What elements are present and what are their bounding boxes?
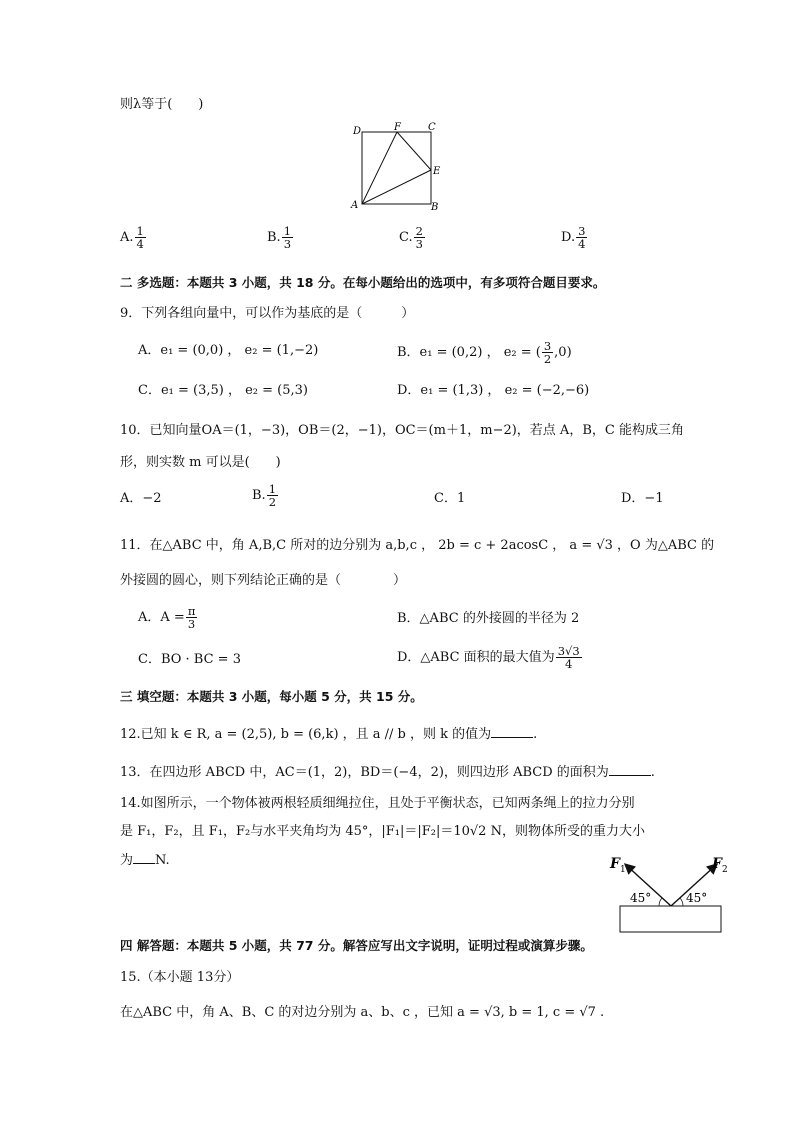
question-9-stem: 9．下列各组向量中，可以作为基底的是（ ） xyxy=(120,306,415,321)
label-f: F xyxy=(394,122,401,133)
question-15-stem: 在△ABC 中，角 A、B、C 的对边分别为 a、b、c ，已知 a = √3, b = 1, c = √7 . xyxy=(120,1005,605,1020)
q10-option-d[interactable]: D．−1 xyxy=(621,491,664,506)
q10-option-b[interactable]: B. $\frac{1}{2}$ xyxy=(252,482,277,510)
question-10-stem-line2: 形，则实数 m 可以是( ) xyxy=(120,455,281,470)
q8-option-c[interactable]: C. $\frac{2}{3}$ xyxy=(399,224,423,252)
f2-label: $F_2$ xyxy=(712,856,728,875)
question-8-tail: 则λ等于( ) xyxy=(120,97,204,112)
q9-option-a[interactable]: A．e₁ = (0,0) ， e₂ = (1,−2) xyxy=(138,343,319,358)
label-a: A xyxy=(351,200,359,211)
angle-left-label: 45° xyxy=(630,891,652,905)
label-c: C xyxy=(428,122,436,133)
label-e: E xyxy=(433,166,441,177)
q10-option-a[interactable]: A．−2 xyxy=(120,491,162,506)
q14-answer-blank[interactable] xyxy=(133,851,155,864)
question-14-line1: 14.如图所示，一个物体被两根轻质细绳拉住，且处于平衡状态，已知两条绳上的拉力分别 xyxy=(120,796,635,811)
q8-option-b[interactable]: B. $\frac{1}{3}$ xyxy=(267,224,292,252)
q11-option-d[interactable]: D．△ABC 面积的最大值为 $\frac{3√3}{4}$ xyxy=(397,644,580,672)
q8-option-d[interactable]: D. $\frac{3}{4}$ xyxy=(561,224,586,252)
q8-option-a[interactable]: A. $\frac{1}{4}$ xyxy=(120,224,144,252)
question-13: 13．在四边形 ABCD 中，AC＝(1，2)，BD＝(−4，2)，则四边形 ABCD 的面积为 . xyxy=(120,765,655,780)
section-4-heading: 四 解答题：本题共 5 小题，共 77 分。解答应写出文字说明，证明过程或演算步骤。 xyxy=(120,938,593,953)
q9-option-d[interactable]: D．e₁ = (1,3) ， e₂ = (−2,−6) xyxy=(397,383,590,398)
f1-label: $F_1$ xyxy=(610,856,626,875)
question-12: 12.已知 k ∈ R, a = (2,5), b = (6,k) ，且 a // b ，则 k 的值为 . xyxy=(120,727,538,742)
q12-answer-blank[interactable] xyxy=(491,725,533,738)
question-14-line3: 为 N. xyxy=(120,853,170,868)
square-figure xyxy=(348,120,448,215)
question-10-stem-line1: 10．已知向量OA＝(1，−3)，OB＝(2，−1)，OC＝(m＋1，m−2)，若点 A，B，C 能构成三角 xyxy=(120,423,684,438)
section-2-heading: 二 多选题：本题共 3 小题，共 18 分。在每小题给出的选项中，有多项符合题目要求。 xyxy=(120,275,606,290)
question-11-stem-line2: 外接圆的圆心，则下列结论正确的是（ ） xyxy=(120,573,407,588)
label-b: B xyxy=(431,202,439,213)
q10-option-c[interactable]: C．1 xyxy=(434,491,466,506)
question-11-stem-line1: 11．在△ABC 中，角 A,B,C 所对的边分别为 a,b,c ， 2b = c + 2acosC ， a = √3 ，O 为△ABC 的 xyxy=(120,538,715,553)
q11-option-c[interactable]: C．BO · BC = 3 xyxy=(138,652,241,667)
question-15-title: 15.（本小题 13分） xyxy=(120,970,240,985)
question-14-line2: 是 F₁，F₂，且 F₁，F₂与水平夹角均为 45°，|F₁|＝|F₂|＝10√2 N，则物体所受的重力大小 xyxy=(120,824,645,839)
angle-right-label: 45° xyxy=(686,891,708,905)
q9-option-b[interactable]: B．e₁ = (0,2) ， e₂ = ( $\frac{3}{2}$ ,0) xyxy=(397,339,572,367)
q11-option-b[interactable]: B．△ABC 的外接圆的半径为 2 xyxy=(397,611,580,626)
object-box xyxy=(620,906,721,932)
force-figure xyxy=(600,850,730,940)
q11-option-a[interactable]: A．A = $\frac{\pi}{3}$ xyxy=(138,604,196,632)
q9-option-c[interactable]: C．e₁ = (3,5) ， e₂ = (5,3) xyxy=(138,383,308,398)
label-d: D xyxy=(353,126,362,137)
q13-answer-blank[interactable] xyxy=(609,763,651,776)
section-3-heading: 三 填空题：本题共 3 小题，每小题 5 分，共 15 分。 xyxy=(120,689,423,704)
